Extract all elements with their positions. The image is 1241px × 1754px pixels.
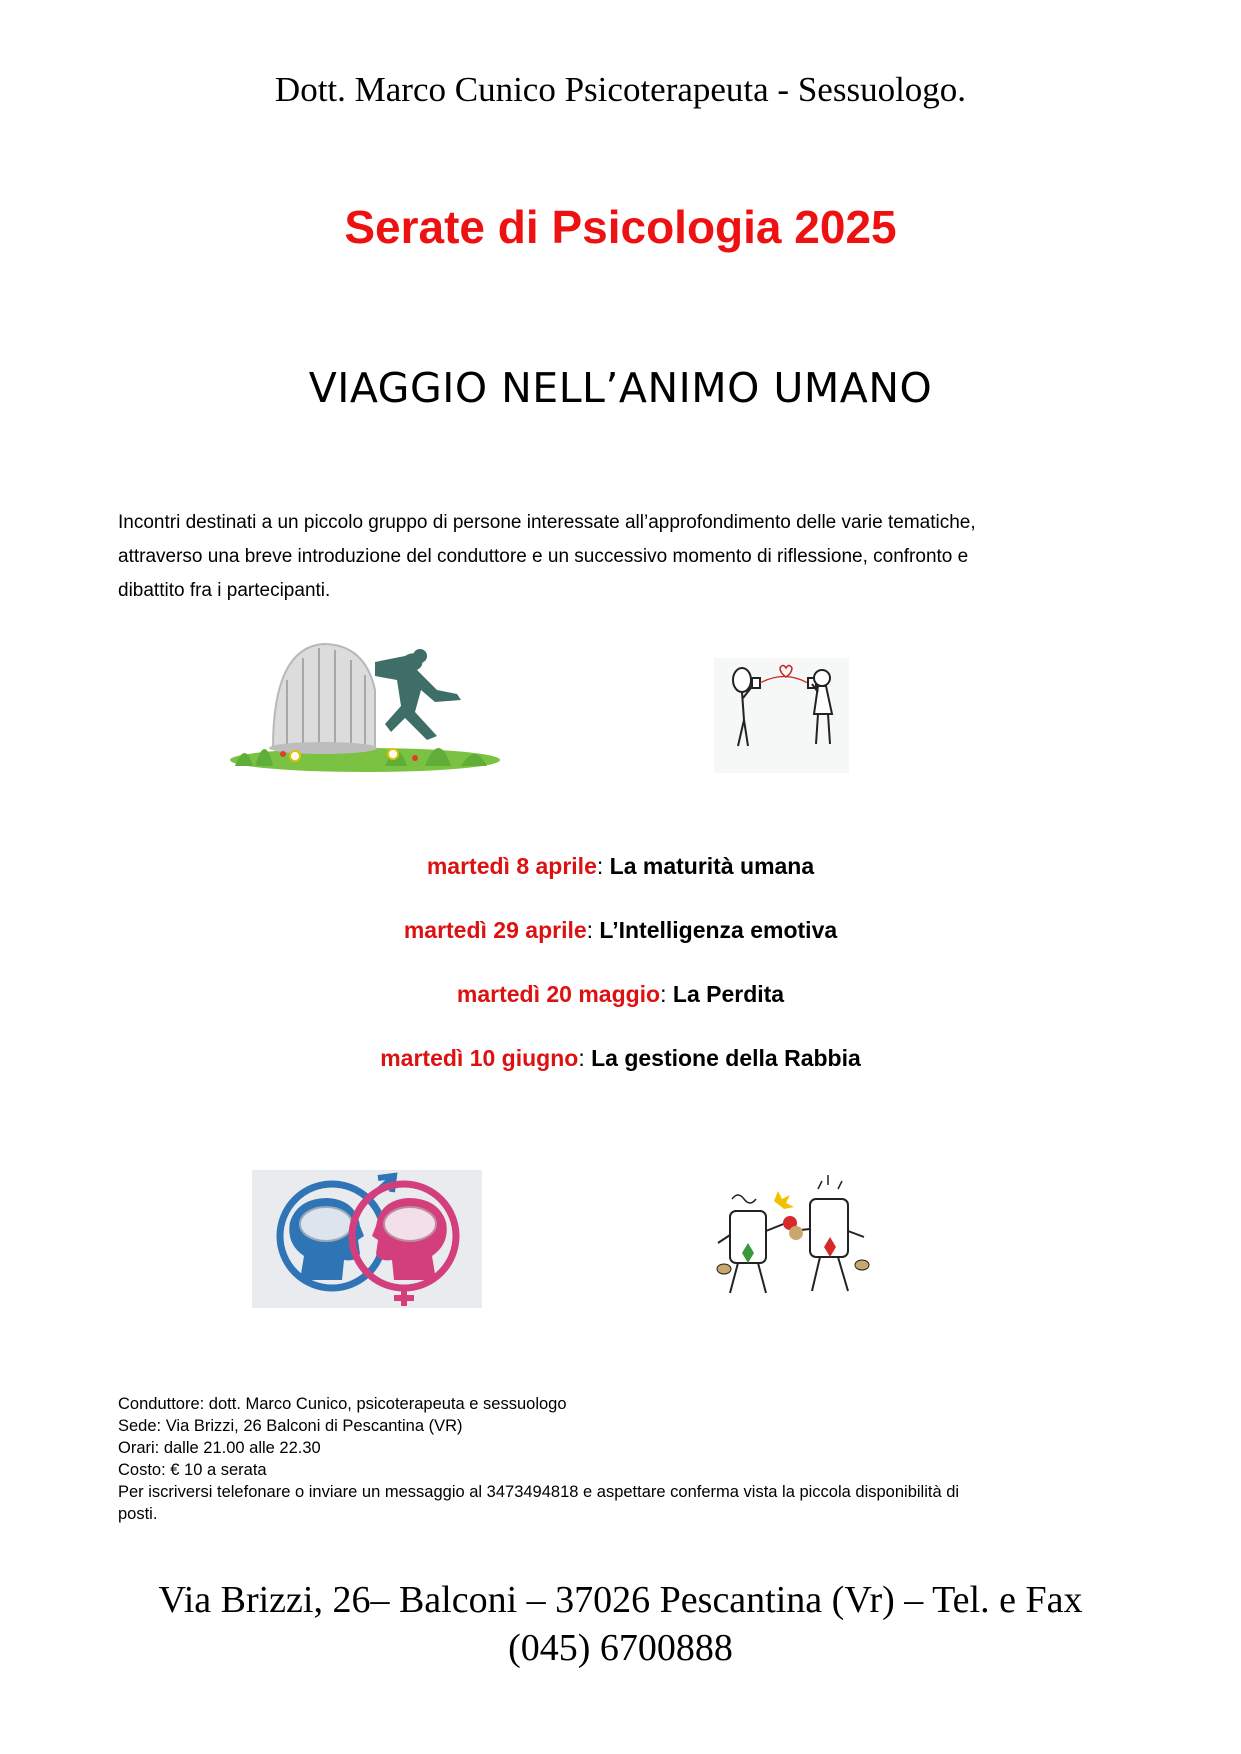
tin-can-phone-illustration	[714, 658, 849, 773]
venue-line: Sede: Via Brizzi, 26 Balconi di Pescantina (VR)	[118, 1417, 463, 1435]
session-topic: La gestione della Rabbia	[591, 1045, 861, 1071]
intro-line: dibattito fra i partecipanti.	[118, 580, 331, 601]
event-title: Serate di Psicologia 2025	[344, 201, 897, 253]
session-separator: :	[596, 853, 610, 879]
session-separator: :	[660, 981, 673, 1007]
session-item	[0, 974, 1241, 1038]
male-female-brain-illustration	[252, 1170, 482, 1308]
footer-contact	[0, 1576, 1241, 1672]
footer-address: Via Brizzi, 26– Balconi – 37026 Pescantina (Vr) – Tel. e Fax	[158, 1579, 1083, 1621]
intro-line: Incontri destinati a un piccolo gruppo di persone interessate all’approfondimento delle varie tematiche,	[118, 512, 976, 533]
session-date: martedì 20 maggio	[456, 981, 661, 1007]
hours-line: Orari: dalle 21.00 alle 22.30	[118, 1439, 321, 1457]
session-separator: :	[586, 917, 600, 943]
session-date: martedì 29 aprile	[403, 917, 587, 943]
session-topic: L’Intelligenza emotiva	[599, 917, 838, 943]
signup-line: posti.	[118, 1505, 158, 1523]
cost-line: Costo: € 10 a serata	[118, 1461, 267, 1479]
session-date: martedì 8 aprile	[426, 853, 597, 879]
session-item	[0, 846, 1241, 910]
session-date: martedì 10 giugno	[380, 1045, 579, 1071]
session-topic: La Perdita	[672, 981, 785, 1007]
event-subtitle: VIAGGIO NELL’ANIMO UMANO	[308, 364, 933, 412]
session-item	[0, 1038, 1241, 1102]
session-schedule	[0, 846, 1241, 1102]
birdcage-escape-illustration	[225, 620, 500, 775]
event-info-block	[118, 1393, 1128, 1525]
signup-line: Per iscriversi telefonare o inviare un messaggio al 3473494818 e aspettare conferma vista la piccola disponibilità di	[118, 1483, 960, 1501]
conductor-line: Conduttore: dott. Marco Cunico, psicoterapeuta e sessuologo	[118, 1395, 567, 1413]
intro-paragraph	[118, 506, 1128, 608]
quarrel-illustration	[712, 1173, 877, 1308]
session-separator: :	[578, 1045, 592, 1071]
session-item	[0, 910, 1241, 974]
intro-line: attraverso una breve introduzione del conduttore e un successivo momento di riflessione, confronto e	[118, 546, 969, 567]
session-topic: La maturità umana	[609, 853, 815, 879]
footer-phone: (045) 6700888	[508, 1627, 733, 1669]
doctor-header: Dott. Marco Cunico Psicoterapeuta - Sessuologo.	[274, 70, 967, 109]
